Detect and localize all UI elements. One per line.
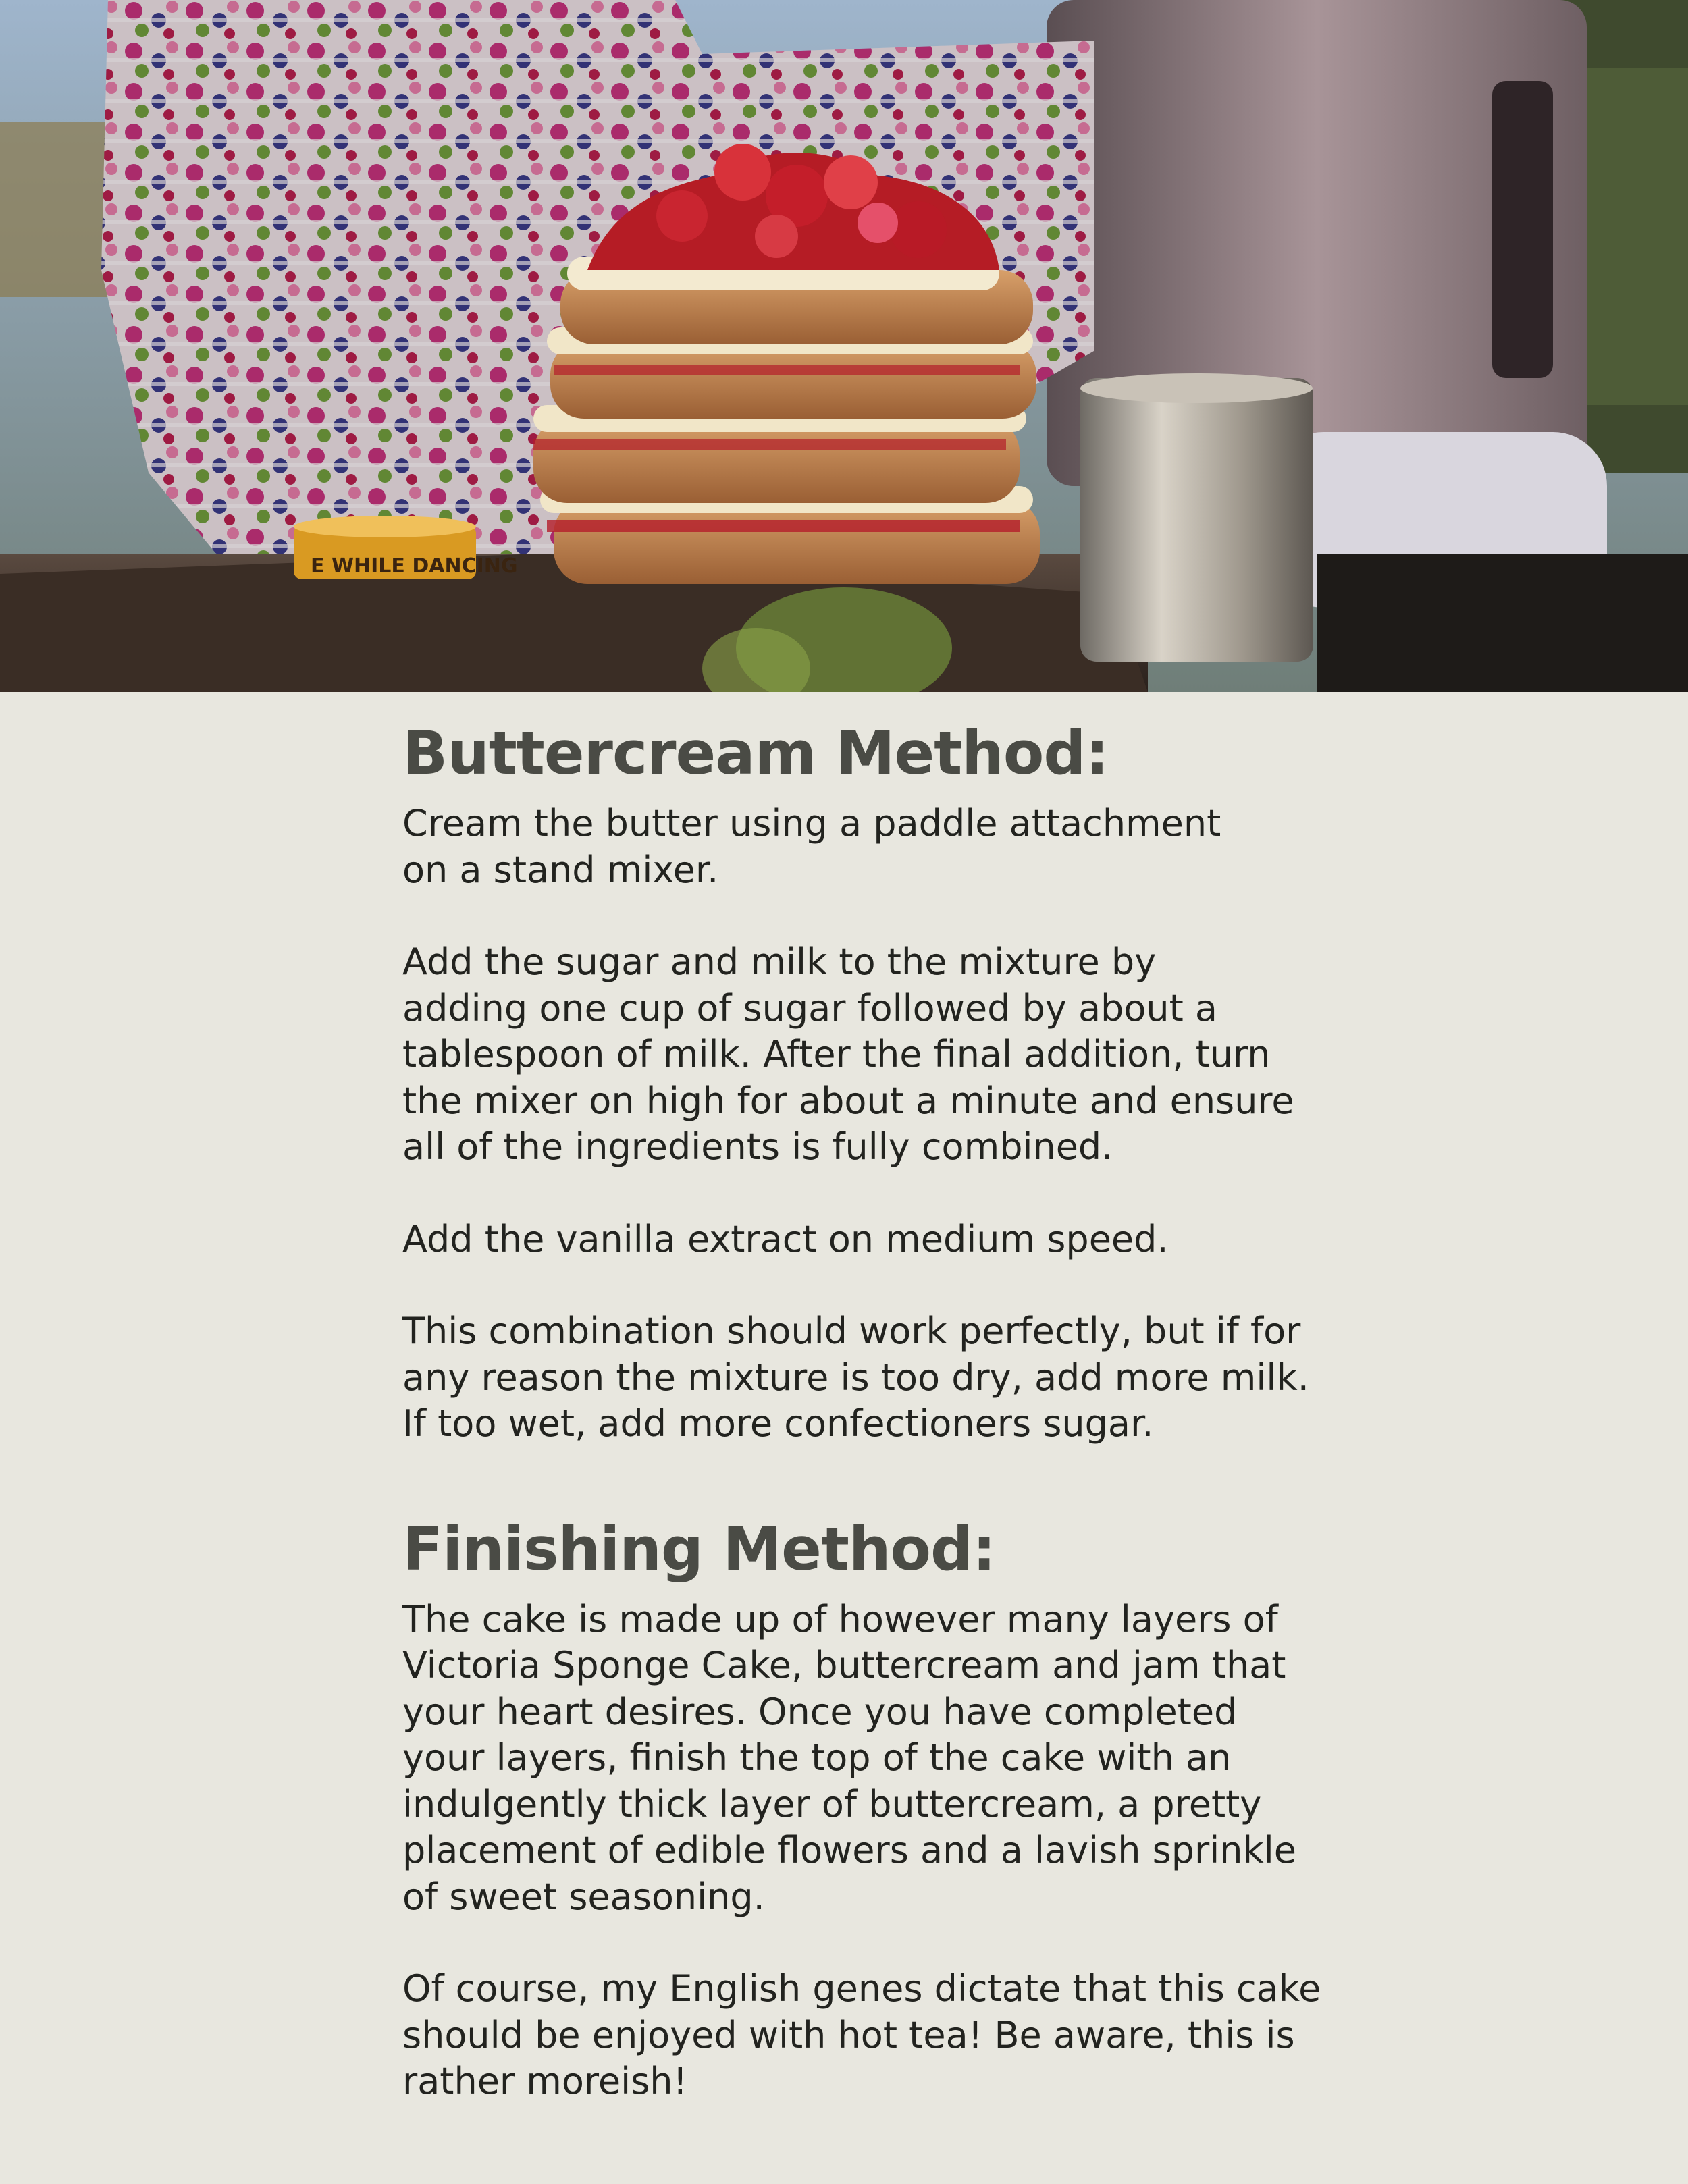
finishing-section	[402, 1512, 1415, 2105]
paragraph: The cake is made up of however many layers of Victoria Sponge Cake, buttercream and jam that your heart desires. Once you have completed your layers, finish the top of the cake with an indulgently thick layer of buttercream, a pretty placement of edible flowers and a lavish sprinkle of sweet seasoning.	[402, 1597, 1296, 1918]
lid-text: E WHILE DANCING	[311, 554, 518, 578]
hero-photo	[0, 0, 1688, 692]
paragraph: This combination should work perfectly, but if for any reason the mixture is too dry, add more milk. If too wet, add more confectioners sugar.	[402, 1310, 1309, 1445]
buttercream-section	[402, 716, 1415, 1447]
paragraph: Add the sugar and milk to the mixture by adding one cup of sugar followed by about a tablespoon of milk. After the final addition, turn the mixer on high for about a minute and ensure all of the ingredients is fully combined.	[402, 940, 1294, 1168]
paragraph: Cream the butter using a paddle attachment on a stand mixer.	[402, 802, 1221, 891]
recipe-content	[402, 716, 1415, 2105]
section-heading: Buttercream Method:	[402, 718, 1109, 788]
section-heading: Finishing Method:	[402, 1514, 996, 1584]
paragraph: Add the vanilla extract on medium speed.	[402, 1217, 1169, 1260]
paragraph: Of course, my English genes dictate that this cake should be enjoyed with hot tea! Be aware, this is rather moreish!	[402, 1967, 1321, 2102]
